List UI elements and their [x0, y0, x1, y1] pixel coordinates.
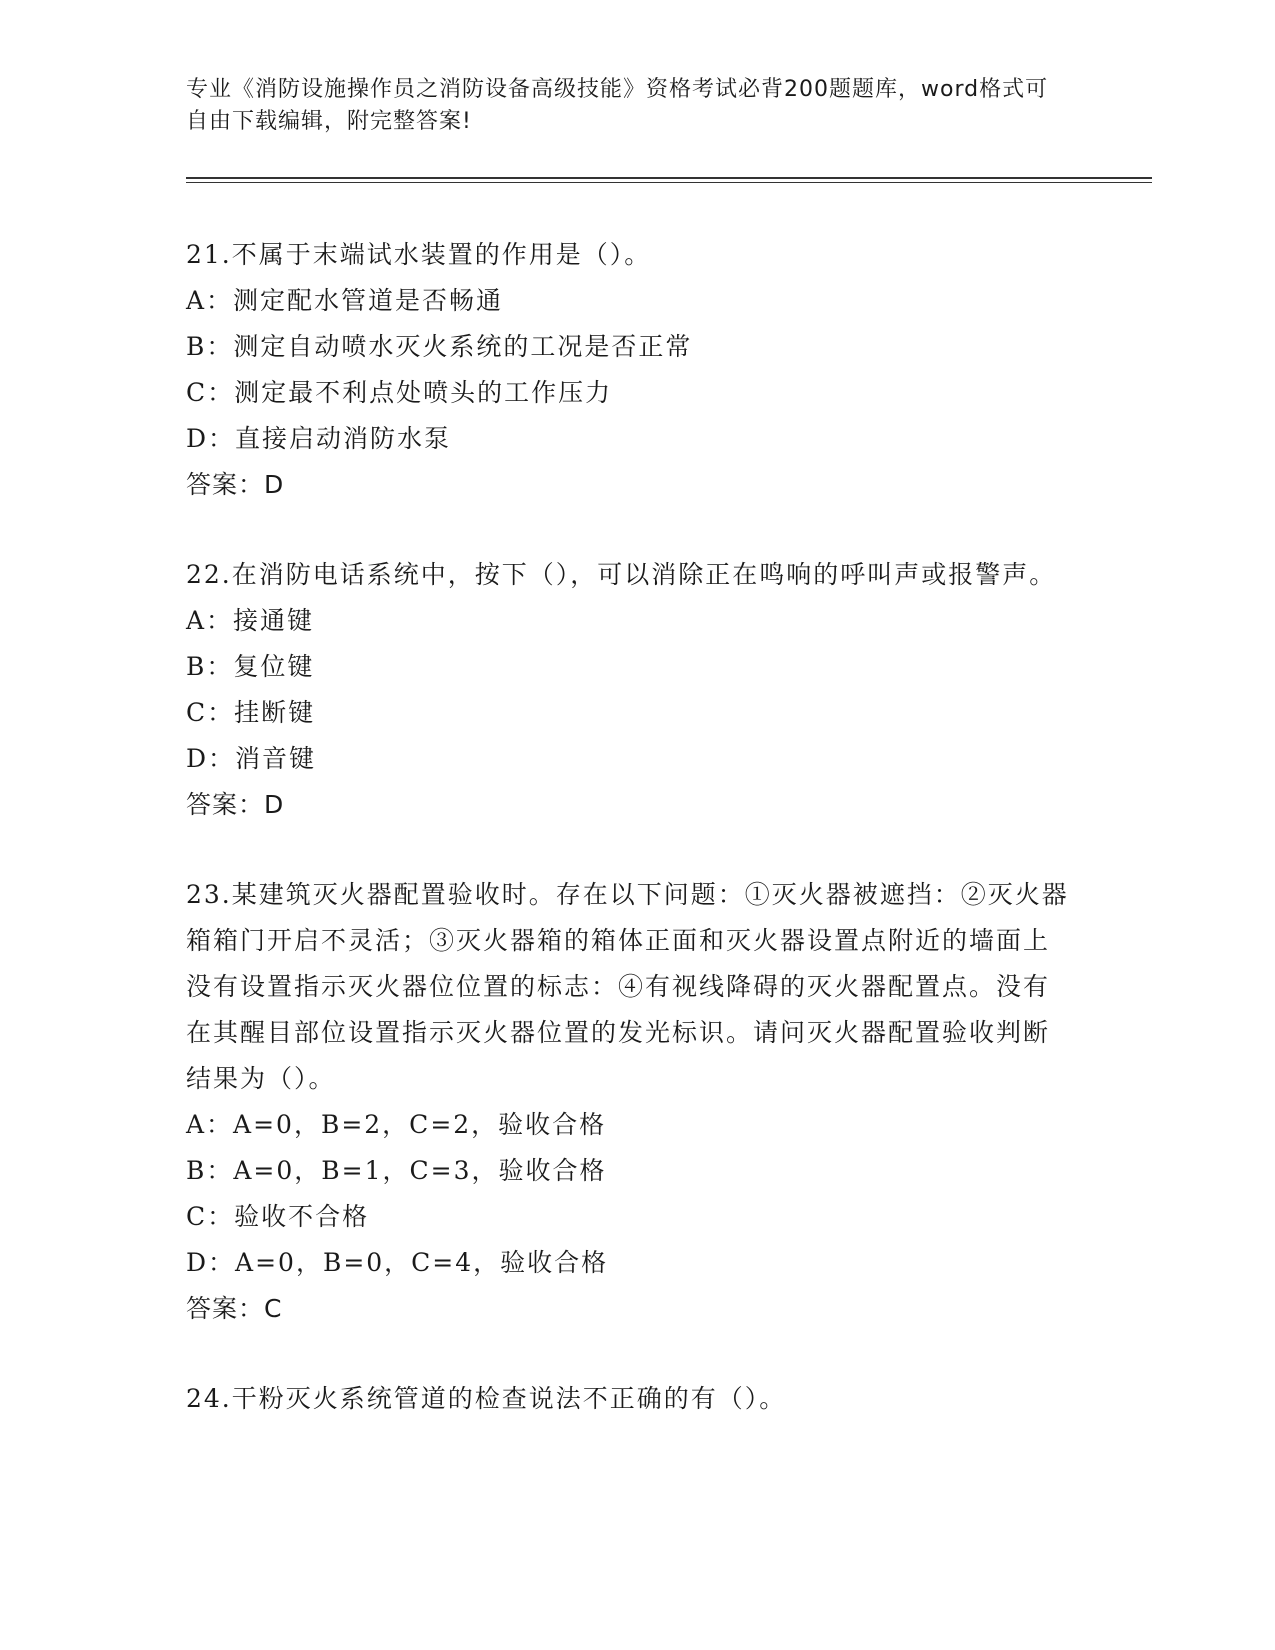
question-list [186, 232, 1076, 1466]
header-title: 专业《消防设施操作员之消防设备高级技能》资格考试必背200题题库，word格式可自由下载编辑，附完整答案! [186, 77, 1049, 134]
option-c: C：挂断键 [186, 698, 316, 727]
question-text: 23.某建筑灭火器配置验收时。存在以下问题：①灭火器被遮挡：②灭火器箱箱门开启不灵活；③灭火器箱的箱体正面和灭火器设置点附近的墙面上没有设置指示灭火器位位置的标志：④有视线降碍的灭火器配置点。没有在其醒目部位设置指示灭火器位置的发光标识。请问灭火器配置验收判断结果为（）。 [186, 880, 1069, 1093]
question-24 [186, 1376, 1076, 1422]
answer: 答案：D [186, 470, 285, 499]
option-a: A：测定配水管道是否畅通 [186, 286, 504, 315]
option-c: C：验收不合格 [186, 1202, 370, 1231]
option-d: D：A=0，B=0，C=4，验收合格 [186, 1248, 609, 1277]
answer: 答案：D [186, 790, 285, 819]
header-divider-thick [186, 177, 1152, 179]
question-23 [186, 872, 1076, 1332]
option-b: B：A=0，B=1，C=3，验收合格 [186, 1156, 607, 1185]
option-a: A：A=0，B=2，C=2，验收合格 [186, 1110, 607, 1139]
answer: 答案：C [186, 1294, 283, 1323]
option-b: B：测定自动喷水灭火系统的工况是否正常 [186, 332, 693, 361]
option-b: B：复位键 [186, 652, 315, 681]
question-21 [186, 232, 1076, 508]
question-text: 21.不属于末端试水装置的作用是（）。 [186, 240, 652, 269]
question-text: 22.在消防电话系统中，按下（），可以消除正在鸣响的呼叫声或报警声。 [186, 560, 1057, 589]
option-d: D：直接启动消防水泵 [186, 424, 452, 453]
header-divider-thin [186, 182, 1152, 183]
option-a: A：接通键 [186, 606, 315, 635]
option-d: D：消音键 [186, 744, 317, 773]
option-c: C：测定最不利点处喷头的工作压力 [186, 378, 613, 407]
question-22 [186, 552, 1076, 828]
question-text: 24.干粉灭火系统管道的检查说法不正确的有（）。 [186, 1384, 787, 1413]
document-header [186, 74, 1066, 138]
